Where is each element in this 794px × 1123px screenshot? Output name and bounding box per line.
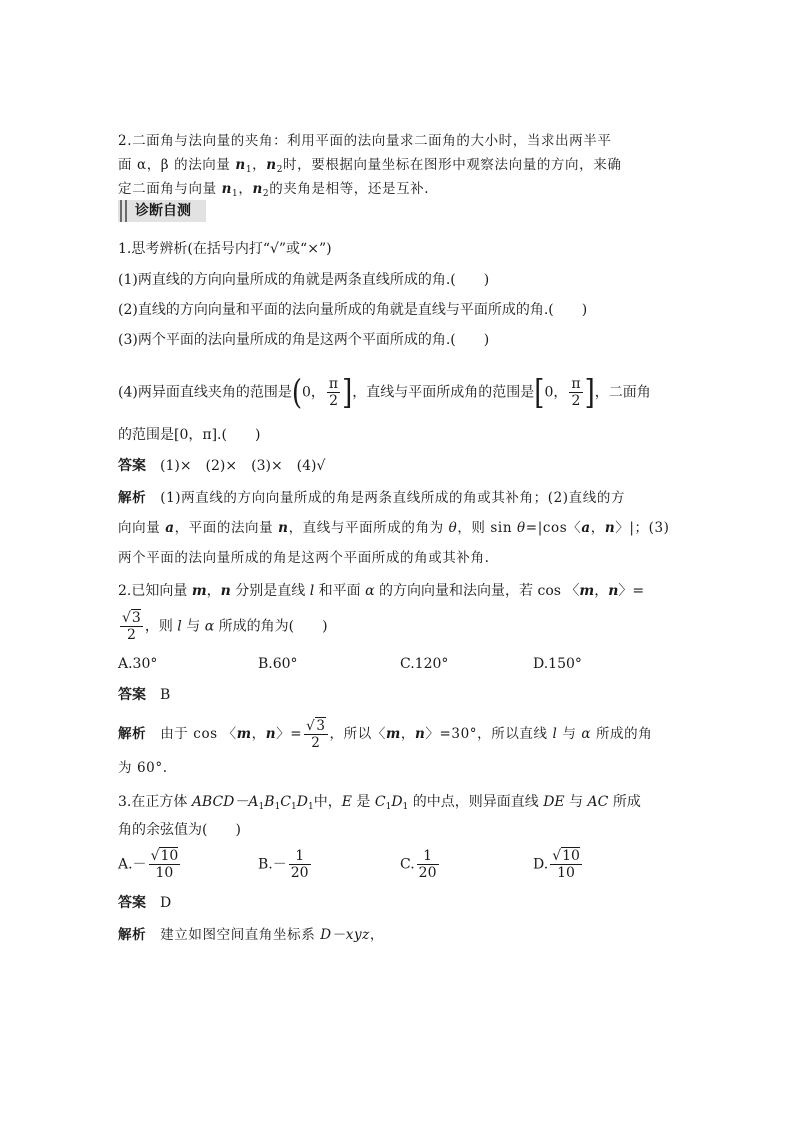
paragraph-line: 面 α，β 的法向量 $n_1$，$n_2$时，要根据向量坐标在图形中观察法向量的方向，来确 <box>118 157 622 175</box>
explanation-line: 解析 (1)两直线的方向向量所成的角是两条直线所成的角或其补角；(2)直线的方 <box>118 490 626 506</box>
section-title: 诊断自测 <box>135 203 191 219</box>
question-title: 1.思考辨析(在括号内打“√”或“×”) <box>118 241 332 257</box>
question-2-line: $\frac{√3}{2}$ ，则 l 与 α 所成的角为( ) <box>122 610 328 643</box>
answer-text: B <box>160 687 171 703</box>
answer-text: (1)× (2)× (3)× (4)√ <box>160 458 326 474</box>
explanation-line: 两个平面的法向量所成的角是这两个平面所成的角或其补角. <box>118 550 490 566</box>
fraction-pi-over-2: $\frac{\pi}{2}$ <box>328 376 339 409</box>
fraction-pi-over-2: $\frac{\pi}{2}$ <box>571 376 581 409</box>
answer-label: 答案 <box>118 895 146 911</box>
statement-3: (3)两个平面的法向量所成的角是这两个平面所成的角.( ) <box>118 332 490 348</box>
header-bar-decoration <box>125 200 127 222</box>
explanation-label: 解析 <box>118 490 147 506</box>
section-header <box>118 200 206 222</box>
explanation-line: 解析 建立如图空间直角坐标系 D－xyz， <box>118 927 384 943</box>
header-bar-decoration <box>120 200 122 222</box>
option-c: C.120° <box>400 656 449 672</box>
explanation-line: 解析 由于 cos 〈m，n〉= $\frac{√3}{2}$ ，所以〈m，n〉=30°，所以直线 l 与 α 所成的角 <box>118 718 653 751</box>
option-a: A.－ $\frac{√10}{10}$ <box>118 848 179 881</box>
fraction-sqrt3-over-2: $\frac{√3}{2}$ <box>306 718 326 751</box>
explanation-label: 解析 <box>118 927 147 943</box>
option-b: B.－ $\frac{1}{20}$ <box>258 848 309 881</box>
explanation-line: 向向量 a，平面的法向量 n，直线与平面所成的角为 θ，则 sin θ=|cos〈a，n〉|；(3) <box>118 520 670 536</box>
option-b: B.60° <box>258 656 298 672</box>
explanation-line: 为 60°. <box>118 760 168 776</box>
paragraph-line: 定二面角与向量 $n_1$，$n_2$的夹角是相等，还是互补. <box>118 181 430 199</box>
answer-label: 答案 <box>118 687 146 703</box>
question-2-line: 2.已知向量 m，n 分别是直线 l 和平面 α 的方向向量和法向量，若 cos 〈m，n〉= <box>118 583 645 599</box>
statement-1: (1)两直线的方向向量所成的角就是两条直线所成的角.( ) <box>118 272 490 288</box>
option-d: D. $\frac{√10}{10}$ <box>533 848 580 881</box>
question-3-line: 角的余弦值为( ) <box>118 822 241 838</box>
question-3-line: 3.在正方体 $ABCD-A_1B_1C_1D_1$中，E 是 $C_1D_1$ 的中点，则异面直线 DE 与 AC 所成 <box>118 794 641 812</box>
explanation-label: 解析 <box>118 726 147 742</box>
answer-line <box>118 685 170 705</box>
paragraph-line: 2.二面角与法向量的夹角：利用平面的法向量求二面角的大小时，当求出两半平 <box>118 133 612 149</box>
option-d: D.150° <box>533 656 582 672</box>
answer-line <box>118 893 171 913</box>
statement-4-continued: 的范围是[0，π].( ) <box>118 427 261 443</box>
statement-2: (2)直线的方向向量和平面的法向量所成的角就是直线与平面所成的角.( ) <box>118 302 588 318</box>
answer-text: D <box>160 895 172 911</box>
fraction-sqrt3-over-2: $\frac{√3}{2}$ <box>122 610 141 643</box>
answer-label: 答案 <box>118 458 146 474</box>
answer-line <box>118 456 325 476</box>
option-a: A.30° <box>118 656 158 672</box>
statement-4: (4)两异面直线夹角的范围是(0， $\frac{\pi}{2}$ ]，直线与平面所成角的范围是[0， $\frac{\pi}{2}$ ]，二面角 <box>118 373 651 412</box>
option-c: C. $\frac{1}{20}$ <box>400 848 437 881</box>
